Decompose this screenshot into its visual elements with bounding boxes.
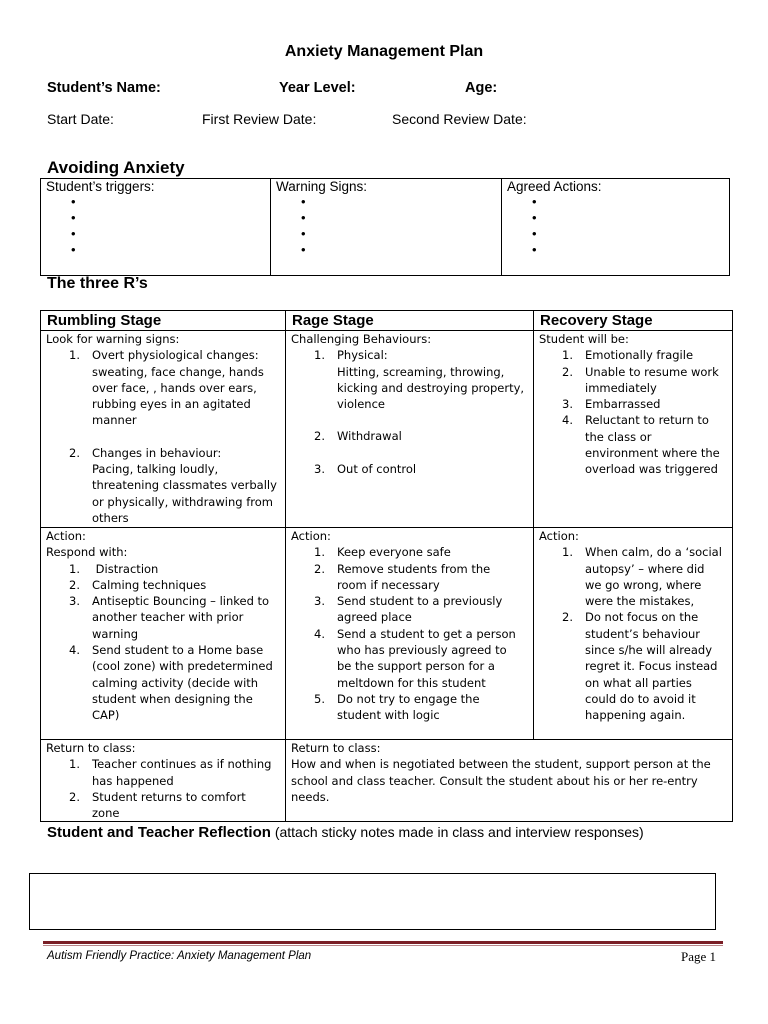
item-line: we go wrong, where <box>585 577 702 592</box>
list-item <box>46 577 281 593</box>
rumbling-action-list <box>46 561 281 724</box>
list-item <box>291 691 529 724</box>
agreed-actions-bullet-list <box>507 194 724 258</box>
item-number: 2. <box>562 364 573 379</box>
item-line: manner <box>92 413 137 428</box>
item-line: Withdrawal <box>337 429 402 444</box>
reflection-note: (attach sticky notes made in class and interview responses) <box>270 824 644 840</box>
item-line: the class or <box>585 429 652 444</box>
bullet: • <box>71 210 76 225</box>
list-item <box>539 609 728 723</box>
triggers-label: Student’s triggers: <box>46 179 155 194</box>
list-item <box>46 789 281 822</box>
stages-table <box>40 310 733 822</box>
item-line: Do not try to engage the <box>337 691 480 706</box>
reflection-box[interactable] <box>29 873 716 930</box>
rumbling-action-intro: Respond with: <box>46 545 128 560</box>
recovery-state-cell <box>534 331 733 528</box>
list-item <box>46 561 281 577</box>
rumbling-stage-header: Rumbling Stage <box>41 311 286 331</box>
bullet: • <box>301 242 306 257</box>
item-number: 3. <box>562 397 573 412</box>
item-line: Send a student to get a person <box>337 626 516 641</box>
item-number: 2. <box>314 561 325 576</box>
item-number: 1. <box>69 561 80 576</box>
item-line: threatening classmates verbally <box>92 478 277 493</box>
item-line: student when designing the <box>92 691 253 706</box>
item-number: 5. <box>314 691 325 706</box>
item-line: student’s behaviour <box>585 626 701 641</box>
item-line: violence <box>337 397 385 412</box>
item-number: 1. <box>69 757 80 772</box>
item-line: Hitting, screaming, throwing, <box>337 364 505 379</box>
avoiding-anxiety-table <box>40 178 730 276</box>
list-item <box>46 642 281 723</box>
first-review-date-label: First Review Date: <box>202 111 317 127</box>
item-line: Distraction <box>92 561 159 576</box>
bullet: • <box>301 226 306 241</box>
item-line: another teacher with prior <box>92 610 244 625</box>
bullet: • <box>71 194 76 209</box>
warning-signs-label: Warning Signs: <box>276 179 368 194</box>
bullet: • <box>532 226 537 241</box>
item-line: who has previously agreed to <box>337 643 507 658</box>
list-spacer <box>46 429 281 445</box>
item-line: Physical: <box>337 348 388 363</box>
agreed-actions-label: Agreed Actions: <box>507 179 602 194</box>
item-line: meltdown for this student <box>337 675 486 690</box>
item-line: Embarrassed <box>585 397 661 412</box>
item-line: sweating, face change, hands <box>92 364 264 379</box>
page-number: Page 1 <box>681 949 717 964</box>
item-line: Antiseptic Bouncing – linked to <box>92 594 270 609</box>
item-line: calming activity (decide with <box>92 675 259 690</box>
item-line: Send student to a previously <box>337 594 503 609</box>
item-line: environment where the <box>585 446 720 461</box>
item-line: CAP) <box>92 708 120 723</box>
list-item <box>539 396 728 412</box>
rage-action-cell <box>286 528 534 740</box>
rumbling-action-cell <box>41 528 286 740</box>
item-number: 2. <box>562 610 573 625</box>
bullet: • <box>532 242 537 257</box>
list-item <box>291 347 529 412</box>
list-item <box>291 428 529 444</box>
item-line: agreed place <box>337 610 412 625</box>
list-item <box>46 347 281 428</box>
warning-signs-cell <box>271 179 502 276</box>
item-line: Emotionally fragile <box>585 348 694 363</box>
item-line: or physically, withdrawing from <box>92 494 273 509</box>
item-line: Changes in behaviour: <box>92 445 222 460</box>
recovery-action-label: Action: <box>539 529 579 543</box>
recovery-stage-header: Recovery Stage <box>534 311 733 331</box>
item-line: Out of control <box>337 461 417 476</box>
item-line: warning <box>92 626 139 641</box>
bullet: • <box>301 210 306 225</box>
item-line: Pacing, talking loudly, <box>92 462 219 477</box>
item-line: were the mistakes, <box>585 594 695 609</box>
triggers-bullet-list <box>46 194 265 258</box>
item-number: 4. <box>314 626 325 641</box>
item-line: Teacher continues as if nothing <box>92 757 272 772</box>
item-line: Calming techniques <box>92 577 207 592</box>
reflection-heading <box>47 823 727 842</box>
item-line: Keep everyone safe <box>337 545 451 560</box>
bullet: • <box>71 226 76 241</box>
recovery-action-cell <box>534 528 733 740</box>
warning-signs-bullet-list <box>276 194 496 258</box>
item-number: 3. <box>314 461 325 476</box>
return-to-class-line: How and when is negotiated between the student, support person at the <box>291 757 711 772</box>
list-item <box>539 412 728 477</box>
list-item <box>46 445 281 526</box>
item-line: Overt physiological changes: <box>92 348 259 363</box>
return-to-class-right-cell <box>286 740 733 822</box>
item-number: 1. <box>69 348 80 363</box>
item-number: 3. <box>314 594 325 609</box>
avoiding-anxiety-heading: Avoiding Anxiety <box>47 158 185 177</box>
age-label: Age: <box>465 80 498 96</box>
footer-rule <box>43 941 723 944</box>
rage-stage-header: Rage Stage <box>286 311 534 331</box>
recovery-intro: Student will be: <box>539 332 629 346</box>
item-number: 2. <box>314 429 325 444</box>
return-to-class-label: Return to class: <box>46 741 136 755</box>
item-line: Do not focus on the <box>585 610 699 625</box>
rage-behaviours-list <box>291 347 529 477</box>
bullet: • <box>71 242 76 257</box>
item-line: happening again. <box>585 708 686 723</box>
list-item <box>46 756 281 789</box>
item-number: 4. <box>69 643 80 658</box>
list-item <box>539 544 728 609</box>
list-item <box>291 626 529 691</box>
item-number: 1. <box>562 545 573 560</box>
rage-intro: Challenging Behaviours: <box>291 332 432 346</box>
list-item <box>291 593 529 626</box>
item-line: over face, , hands over ears, <box>92 380 257 395</box>
item-line: Unable to resume work <box>585 364 719 379</box>
item-line: since s/he will already <box>585 643 713 658</box>
list-spacer <box>291 412 529 428</box>
triggers-cell <box>41 179 271 276</box>
item-number: 1. <box>314 545 325 560</box>
rage-behaviours-cell <box>286 331 534 528</box>
list-item <box>291 461 529 477</box>
reflection-title: Student and Teacher Reflection <box>47 824 271 841</box>
list-item <box>46 593 281 642</box>
item-line: be the support person for a <box>337 659 495 674</box>
bullet: • <box>301 194 306 209</box>
item-number: 2. <box>69 789 80 804</box>
item-line: Reluctant to return to <box>585 413 709 428</box>
item-number: 2. <box>69 445 80 460</box>
item-line: regret it. Focus instead <box>585 659 718 674</box>
list-item <box>539 347 728 363</box>
return-to-class-line: school and class teacher. Consult the student about his or her re-entry <box>291 773 698 788</box>
return-to-class-list <box>46 756 281 821</box>
item-number: 4. <box>562 413 573 428</box>
start-date-label: Start Date: <box>47 111 114 127</box>
student-name-label: Student’s Name: <box>47 80 161 96</box>
footer-rule-thin <box>43 945 723 946</box>
recovery-state-list <box>539 347 728 477</box>
bullet: • <box>532 194 537 209</box>
rumbling-action-label: Action: <box>46 529 86 543</box>
list-item <box>539 364 728 397</box>
return-to-class-left-cell <box>41 740 286 822</box>
page-title: Anxiety Management Plan <box>284 43 484 60</box>
item-line: When calm, do a ‘social <box>585 545 722 560</box>
item-number: 3. <box>69 594 80 609</box>
rage-action-label: Action: <box>291 529 331 543</box>
footer-title: Autism Friendly Practice: Anxiety Management Plan <box>47 950 312 962</box>
item-line: student with logic <box>337 708 440 723</box>
list-item <box>291 544 529 560</box>
item-line: Student returns to comfort <box>92 789 246 804</box>
rage-action-list <box>291 544 529 723</box>
item-number: 1. <box>314 348 325 363</box>
agreed-actions-cell <box>502 179 730 276</box>
rumbling-signs-list <box>46 347 281 526</box>
item-line: on what all parties <box>585 675 692 690</box>
list-spacer <box>291 445 529 461</box>
item-line: Send student to a Home base <box>92 643 264 658</box>
item-line: could do to avoid it <box>585 691 696 706</box>
item-line: (cool zone) with predetermined <box>92 659 273 674</box>
return-to-class-line: needs. <box>291 789 330 804</box>
item-line: kicking and destroying property, <box>337 380 525 395</box>
rumbling-signs-cell <box>41 331 286 528</box>
item-line: Remove students from the <box>337 561 491 576</box>
item-number: 2. <box>69 577 80 592</box>
item-line: room if necessary <box>337 577 440 592</box>
rumbling-intro: Look for warning signs: <box>46 332 180 346</box>
item-line: immediately <box>585 380 657 395</box>
bullet: • <box>532 210 537 225</box>
recovery-action-list <box>539 544 728 723</box>
item-line: overload was triggered <box>585 462 718 477</box>
second-review-date-label: Second Review Date: <box>392 111 527 127</box>
item-line: rubbing eyes in an agitated <box>92 397 251 412</box>
item-number: 1. <box>562 348 573 363</box>
three-rs-heading: The three R’s <box>47 275 148 292</box>
item-line: others <box>92 510 129 525</box>
return-to-class-label: Return to class: <box>291 741 381 755</box>
item-line: has happened <box>92 773 174 788</box>
item-line: autopsy’ – where did <box>585 561 705 576</box>
list-item <box>291 561 529 594</box>
year-level-label: Year Level: <box>279 80 356 96</box>
item-line: zone <box>92 806 120 821</box>
